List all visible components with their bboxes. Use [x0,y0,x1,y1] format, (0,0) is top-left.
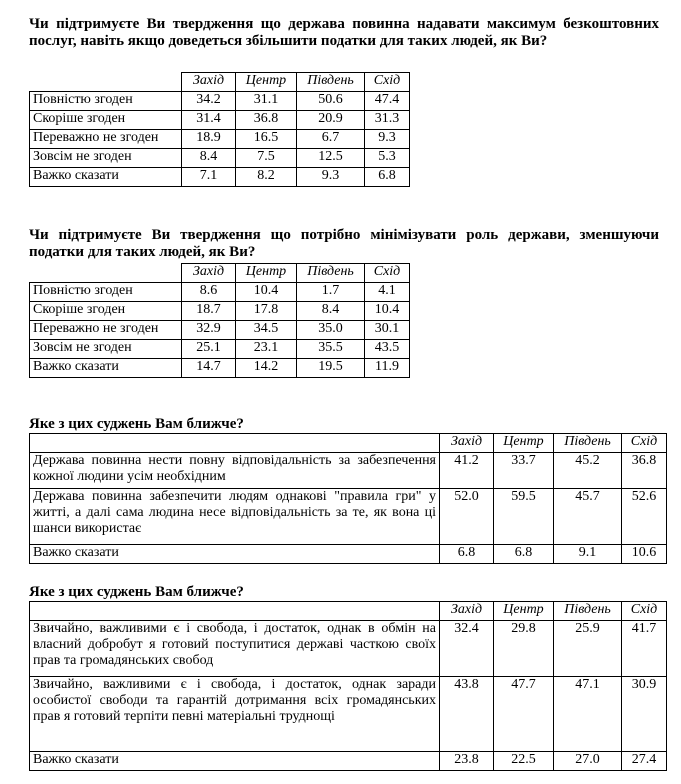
header-region-center: Центр [494,434,554,453]
header-blank-cell [30,602,440,621]
cell-value: 25.1 [182,340,236,359]
table-row [30,149,410,168]
question-4-title: Яке з цих суджень Вам ближче? [29,584,244,600]
cell-value: 8.2 [236,168,297,187]
question-4-table [29,601,667,771]
cell-value: 31.1 [236,92,297,111]
cell-value: 12.5 [297,149,365,168]
table-row [30,621,667,677]
row-label: Важко сказати [30,752,440,771]
cell-value: 6.8 [494,545,554,564]
cell-value: 32.4 [440,621,494,677]
cell-value: 10.4 [236,283,297,302]
cell-value: 4.1 [365,283,410,302]
cell-value: 30.9 [622,677,667,752]
table-row [30,752,667,771]
cell-value: 34.2 [182,92,236,111]
table-row [30,321,410,340]
row-label: Держава повинна забезпечити людям однакові "правила гри" у житті, а далі сама людина несе відповідальність за те, як вона ці шанси використає [30,489,440,545]
row-label: Повністю згоден [30,283,182,302]
table-row [30,168,410,187]
table-header-row [30,73,410,92]
row-label: Повністю згоден [30,92,182,111]
cell-value: 41.2 [440,453,494,489]
table-row [30,489,667,545]
cell-value: 1.7 [297,283,365,302]
cell-value: 16.5 [236,130,297,149]
cell-value: 6.8 [365,168,410,187]
cell-value: 9.3 [365,130,410,149]
cell-value: 9.1 [554,545,622,564]
header-region-east: Схід [365,264,410,283]
table-row [30,283,410,302]
table-row [30,130,410,149]
cell-value: 14.2 [236,359,297,378]
row-label: Скоріше згоден [30,111,182,130]
cell-value: 8.4 [182,149,236,168]
cell-value: 20.9 [297,111,365,130]
cell-value: 8.6 [182,283,236,302]
row-label: Звичайно, важливими є і свобода, і достаток, однак заради особистої свободи та гарантій дотримання всіх громадянських прав я готовий терпіти певні матеріальні труднощі [30,677,440,752]
row-label: Скоріше згоден [30,302,182,321]
header-region-south: Південь [554,602,622,621]
cell-value: 18.9 [182,130,236,149]
row-label: Переважно не згоден [30,321,182,340]
header-region-west: Захід [440,602,494,621]
cell-value: 43.5 [365,340,410,359]
cell-value: 11.9 [365,359,410,378]
row-label: Переважно не згоден [30,130,182,149]
question-1-title: Чи підтримуєте Ви твердження що держава повинна надавати максимум безкоштовних послуг, навіть якщо доведеться збільшити податки для таких людей, як Ви? [29,16,659,49]
cell-value: 23.8 [440,752,494,771]
cell-value: 14.7 [182,359,236,378]
cell-value: 7.1 [182,168,236,187]
cell-value: 45.7 [554,489,622,545]
cell-value: 27.4 [622,752,667,771]
header-region-west: Захід [440,434,494,453]
cell-value: 50.6 [297,92,365,111]
cell-value: 17.8 [236,302,297,321]
cell-value: 23.1 [236,340,297,359]
table-header-row [30,434,667,453]
header-blank-cell [30,434,440,453]
cell-value: 47.4 [365,92,410,111]
table-row [30,302,410,321]
cell-value: 32.9 [182,321,236,340]
cell-value: 34.5 [236,321,297,340]
cell-value: 6.8 [440,545,494,564]
header-region-south: Південь [297,264,365,283]
header-region-west: Захід [182,264,236,283]
cell-value: 47.1 [554,677,622,752]
cell-value: 31.4 [182,111,236,130]
cell-value: 18.7 [182,302,236,321]
cell-value: 52.0 [440,489,494,545]
question-2-title: Чи підтримуєте Ви твердження що потрібно мінімізувати роль держави, зменшуючи податки для таких людей, як Ви? [29,227,659,260]
cell-value: 45.2 [554,453,622,489]
cell-value: 5.3 [365,149,410,168]
cell-value: 27.0 [554,752,622,771]
header-region-east: Схід [622,602,667,621]
row-label: Держава повинна нести повну відповідальність за забезпечення кожної людини усім необхідним [30,453,440,489]
cell-value: 33.7 [494,453,554,489]
question-3-title: Яке з цих суджень Вам ближче? [29,416,244,432]
cell-value: 9.3 [297,168,365,187]
cell-value: 41.7 [622,621,667,677]
table-row [30,453,667,489]
header-blank-cell [30,73,182,92]
table-header-row [30,602,667,621]
question-2-table [29,263,410,378]
cell-value: 35.0 [297,321,365,340]
cell-value: 59.5 [494,489,554,545]
cell-value: 52.6 [622,489,667,545]
row-label: Зовсім не згоден [30,149,182,168]
row-label: Зовсім не згоден [30,340,182,359]
question-3-table [29,433,667,564]
cell-value: 22.5 [494,752,554,771]
table-row [30,359,410,378]
table-header-row [30,264,410,283]
table-row [30,111,410,130]
header-region-south: Південь [297,73,365,92]
header-region-center: Центр [236,264,297,283]
cell-value: 10.6 [622,545,667,564]
cell-value: 19.5 [297,359,365,378]
row-label: Важко сказати [30,168,182,187]
cell-value: 29.8 [494,621,554,677]
table-row [30,340,410,359]
cell-value: 43.8 [440,677,494,752]
table-row [30,677,667,752]
cell-value: 36.8 [622,453,667,489]
cell-value: 35.5 [297,340,365,359]
header-region-center: Центр [236,73,297,92]
row-label: Важко сказати [30,545,440,564]
question-1-table [29,72,410,187]
row-label: Звичайно, важливими є і свобода, і достаток, однак в обмін на власний добробут я готовий поступитися державі часткою своїх прав та громадянських свобод [30,621,440,677]
header-region-east: Схід [622,434,667,453]
cell-value: 47.7 [494,677,554,752]
header-region-east: Схід [365,73,410,92]
cell-value: 8.4 [297,302,365,321]
cell-value: 25.9 [554,621,622,677]
table-row [30,545,667,564]
cell-value: 31.3 [365,111,410,130]
row-label: Важко сказати [30,359,182,378]
header-region-center: Центр [494,602,554,621]
header-region-south: Південь [554,434,622,453]
header-region-west: Захід [182,73,236,92]
cell-value: 10.4 [365,302,410,321]
cell-value: 6.7 [297,130,365,149]
table-row [30,92,410,111]
header-blank-cell [30,264,182,283]
cell-value: 36.8 [236,111,297,130]
cell-value: 30.1 [365,321,410,340]
cell-value: 7.5 [236,149,297,168]
